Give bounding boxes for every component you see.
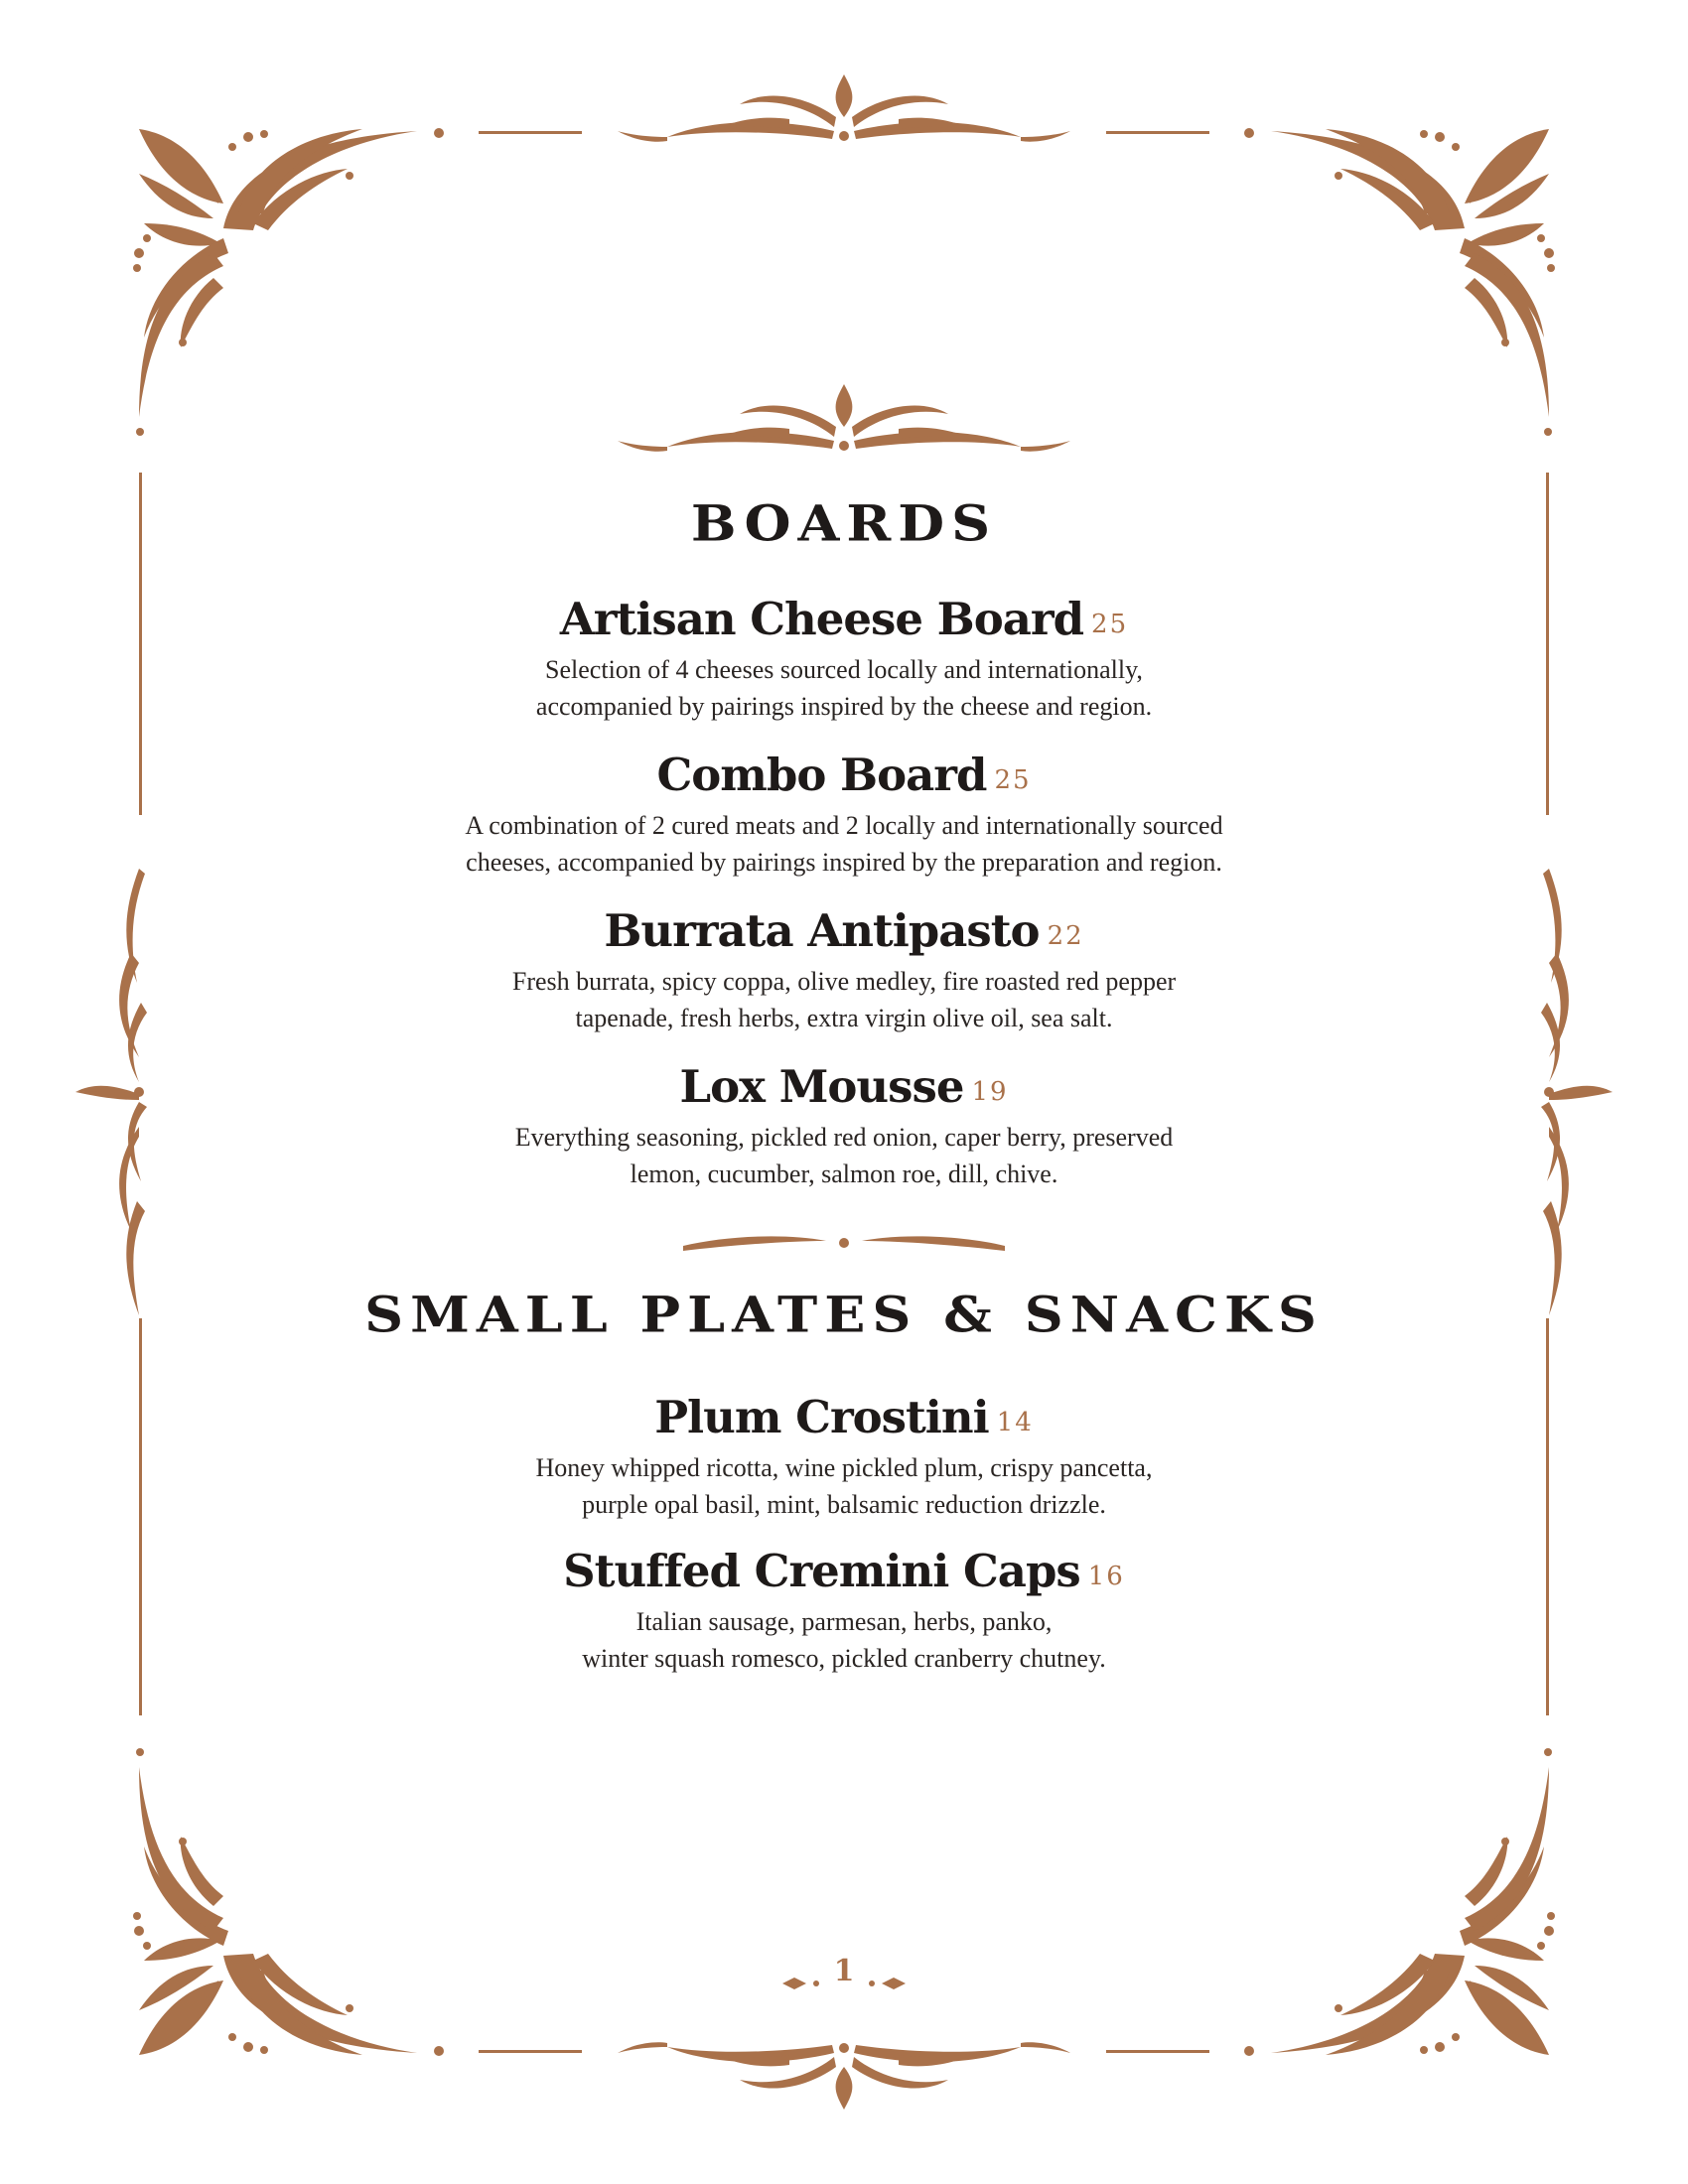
page-number: 1 (833, 1954, 855, 1988)
menu-item-combo-board (0, 748, 1688, 881)
item-description: A combination of 2 cured meats and 2 locally and internationally sourced cheeses, accompanied by pairings inspired by the preparation and region. (465, 811, 1223, 877)
menu-item-lox-mousse (0, 1059, 1688, 1192)
item-description: Honey whipped ricotta, wine pickled plum, crispy pancetta, purple opal basil, mint, balsamic reduction drizzle. (535, 1453, 1153, 1519)
item-name: Stuffed Cremini Caps (563, 1545, 1080, 1597)
item-price: 14 (996, 1408, 1034, 1437)
menu-item-burrata-antipasto (0, 903, 1688, 1036)
item-price: 16 (1087, 1562, 1125, 1591)
menu-item-plum-crostini (0, 1390, 1688, 1523)
item-description: Selection of 4 cheeses sourced locally and internationally, accompanied by pairings inspired by the cheese and region. (535, 655, 1153, 721)
item-price: 25 (994, 765, 1032, 795)
menu-item-artisan-cheese-board (0, 592, 1688, 725)
item-name: Combo Board (656, 749, 987, 801)
item-name: Plum Crostini (654, 1391, 989, 1443)
section-title-boards: BOARDS (690, 493, 998, 553)
item-description: Everything seasoning, pickled red onion, caper berry, preserved lemon, cucumber, salmon roe, dill, chive. (514, 1123, 1174, 1188)
menu-item-stuffed-cremini-caps (0, 1544, 1688, 1677)
item-name: Lox Mousse (679, 1060, 964, 1113)
item-name: Artisan Cheese Board (559, 593, 1084, 645)
item-price: 19 (971, 1077, 1009, 1107)
item-price: 25 (1091, 610, 1129, 639)
item-description: Italian sausage, parmesan, herbs, panko, winter squash romesco, pickled cranberry chutney. (582, 1607, 1106, 1673)
item-price: 22 (1047, 921, 1084, 951)
item-name: Burrata Antipasto (604, 904, 1040, 957)
item-description: Fresh burrata, spicy coppa, olive medley, fire roasted red pepper tapenade, fresh herbs, extra virgin olive oil, sea salt. (511, 967, 1177, 1032)
section-title-small-plates: SMALL PLATES & SNACKS (364, 1285, 1324, 1344)
